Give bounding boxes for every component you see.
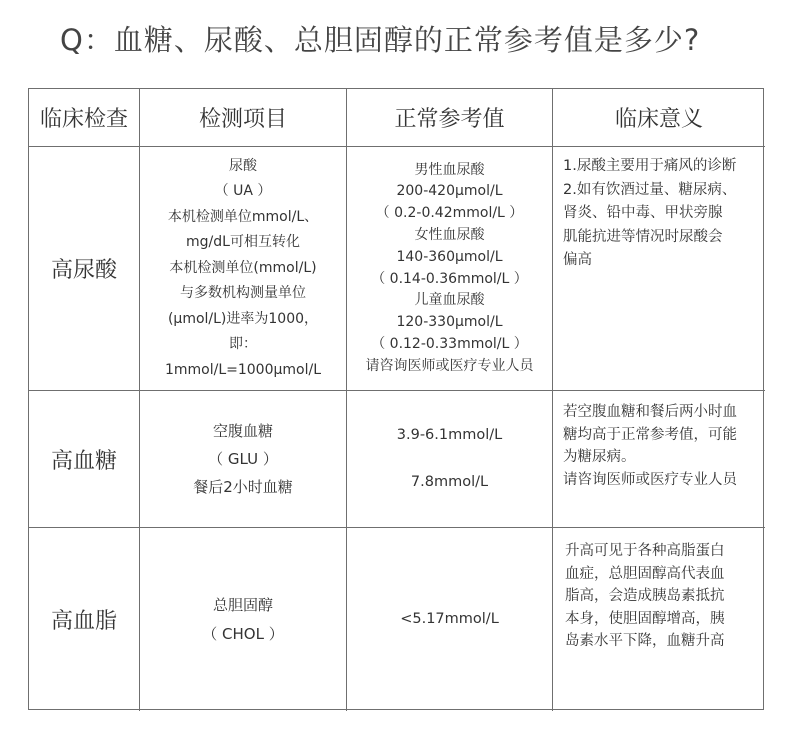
row-blood-lipid-reference [347, 528, 553, 711]
row-blood-sugar-label: 高血糖 [29, 391, 140, 528]
item-line: （ CHOL ） [202, 624, 284, 643]
row-blood-sugar-item [140, 391, 347, 528]
meaning-line: 血症，总胆固醇高代表血 [565, 565, 725, 582]
item-line: (μmol/L)进率为1000， [167, 310, 319, 327]
ref-line: 请咨询医师或医疗专业人员 [365, 357, 534, 374]
page-title: Q：血糖、尿酸、总胆固醇的正常参考值是多少? [60, 23, 701, 57]
row-blood-sugar-reference [347, 391, 553, 528]
ref-line: （ 0.2-0.42mmol/L ） [375, 205, 524, 222]
ref-line: 儿童血尿酸 [414, 292, 485, 309]
ref-line: 7.8mmol/L [410, 474, 489, 490]
item-line: 总胆固醇 [212, 595, 273, 614]
ref-line: 200-420μmol/L [396, 183, 503, 200]
row-uric-acid-label: 高尿酸 [29, 147, 140, 391]
item-line: 餐后2小时血糖 [193, 478, 293, 496]
meaning-line: 岛素水平下降，血糖升高 [565, 633, 725, 650]
meaning-line: 肾炎、铅中毒、甲状旁腺 [563, 205, 723, 221]
item-line: （ UA ） [214, 183, 272, 200]
reference-table [28, 88, 764, 710]
ref-line: （ 0.14-0.36mmol/L ） [371, 270, 528, 287]
meaning-line: 本身，使胆固醇增高，胰 [565, 610, 725, 627]
row-blood-lipid-meaning [553, 528, 765, 711]
meaning-line: 脂高，会造成胰岛素抵抗 [565, 588, 725, 605]
ref-line: 140-360μmol/L [396, 248, 503, 265]
ref-line: 男性血尿酸 [414, 161, 485, 178]
meaning-line: 偏高 [563, 252, 592, 268]
header-test-item: 检测项目 [140, 89, 347, 147]
item-line: 1mmol/L=1000μmol/L [164, 361, 322, 378]
meaning-line: 1.尿酸主要用于痛风的诊断 [563, 158, 737, 174]
header-reference-value: 正常参考值 [347, 89, 553, 147]
item-line: mg/dL可相互转化 [186, 234, 300, 251]
item-line: 空腹血糖 [212, 422, 273, 440]
meaning-line: 2.如有饮酒过量、糖尿病、 [563, 181, 737, 198]
row-uric-acid-item [140, 147, 347, 391]
ref-line: <5.17mmol/L [400, 610, 499, 627]
row-blood-sugar-meaning [553, 391, 765, 528]
header-clinical-check: 临床检查 [29, 89, 140, 147]
item-line: 尿酸 [229, 157, 257, 174]
ref-line: 女性血尿酸 [414, 226, 485, 243]
meaning-line: 糖均高于正常参考值，可能 [563, 426, 737, 443]
meaning-line: 若空腹血糖和餐后两小时血 [563, 404, 737, 420]
row-blood-lipid-label: 高血脂 [29, 528, 140, 711]
row-uric-acid-reference [347, 147, 553, 391]
meaning-line: 肌能抗进等情况时尿酸会 [563, 228, 723, 245]
meaning-line: 升高可见于各种高脂蛋白 [565, 543, 725, 559]
header-clinical-meaning: 临床意义 [553, 89, 765, 147]
item-line: 本机检测单位(mmol/L) [169, 259, 317, 276]
item-line: 与多数机构测量单位 [180, 285, 306, 302]
row-blood-lipid-item [140, 528, 347, 711]
ref-line: 3.9-6.1mmol/L [396, 426, 503, 443]
item-line: （ GLU ） [208, 450, 278, 468]
ref-line: （ 0.12-0.33mmol/L ） [371, 335, 528, 352]
ref-line: 120-330μmol/L [396, 314, 503, 331]
item-line: 即： [229, 336, 257, 353]
meaning-line: 为糖尿病。 [563, 449, 636, 466]
meaning-line: 请咨询医师或医疗专业人员 [563, 471, 737, 488]
item-line: 本机检测单位mmol/L、 [167, 208, 319, 225]
row-uric-acid-meaning [553, 147, 765, 391]
